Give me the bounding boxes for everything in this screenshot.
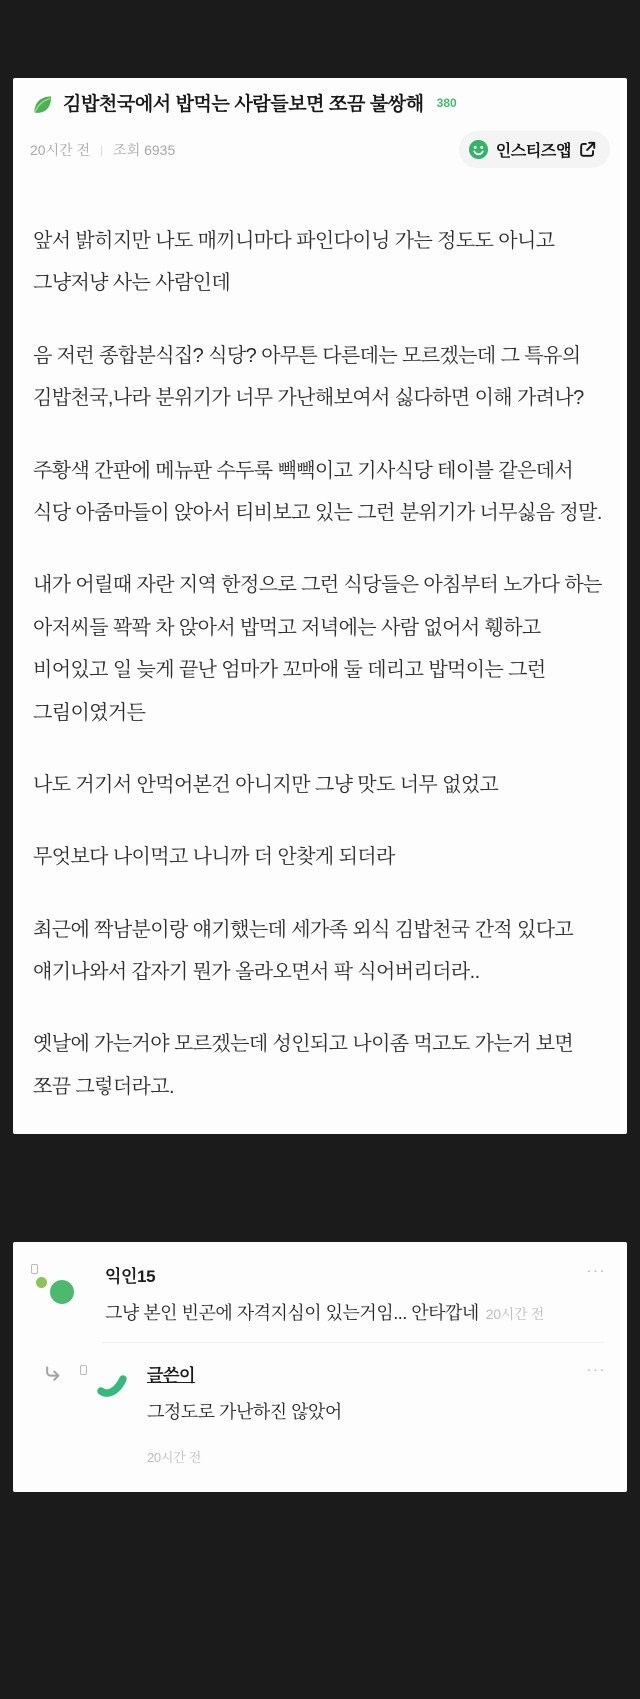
- badge-icon: [80, 1365, 87, 1375]
- comment-text: 그냥 본인 빈곤에 자격지심이 있는거임... 안타깝네 20시간 전: [105, 1303, 545, 1324]
- post-card: [13, 78, 627, 1134]
- post-header: [30, 91, 610, 117]
- post-paragraph: 음 저런 종합분식집? 식당? 아무튼 다른데는 모르겠는데 그 특유의 김밥천국,나라 분위기가 너무 가난해보여서 싫다하면 이해 가려나?: [33, 344, 584, 410]
- comment-author[interactable]: 글쓴이: [147, 1366, 196, 1386]
- post-paragraph: 무엇보다 나이먹고 나니까 더 안찾게 되더라: [33, 846, 395, 869]
- post-meta: [30, 140, 175, 160]
- instiz-app-label: 인스티즈앱: [495, 143, 571, 160]
- comment-reply: [30, 1361, 610, 1466]
- avatar: [30, 1262, 105, 1314]
- external-link-icon: [578, 140, 597, 159]
- divider: [102, 1342, 604, 1343]
- post-body: [30, 220, 610, 1108]
- comments-card: [13, 1242, 627, 1492]
- post-title: 김밥천국에서 밥먹는 사람들보면 쪼끔 불쌍해: [63, 94, 424, 116]
- leaf-icon: [30, 93, 54, 117]
- more-icon[interactable]: ···: [583, 1261, 611, 1280]
- meta-row: [30, 131, 610, 168]
- avatar-dot-big: [50, 1280, 74, 1304]
- comment-time: 20시간 전: [147, 1450, 201, 1466]
- more-icon[interactable]: ···: [583, 1360, 611, 1379]
- post-time: 20시간 전: [30, 141, 91, 158]
- comment: [30, 1262, 610, 1326]
- post-paragraph: 나도 거기서 안먹어본건 아니지만 그냥 맛도 너무 없었고: [33, 773, 499, 796]
- meta-separator: |: [100, 142, 104, 157]
- comment-content: [105, 1262, 610, 1326]
- comment-content: [147, 1361, 610, 1466]
- like-count: 380: [436, 96, 457, 110]
- reply-arrow-icon: [43, 1364, 63, 1384]
- reply-icons: [43, 1361, 147, 1399]
- post-paragraph: 최근에 짝남분이랑 얘기했는데 세가족 외식 김밥천국 간적 있다고 얘기나와서 갑자기 뭔가 올라오면서 팍 식어버리더라..: [33, 918, 574, 984]
- instiz-app-button[interactable]: [459, 131, 610, 168]
- post-paragraph: 앞서 밝히지만 나도 매끼니마다 파인다이닝 가는 정도도 아니고 그냥저냥 사는 사람인데: [33, 230, 555, 295]
- comment-time: 20시간 전: [485, 1306, 545, 1323]
- post-paragraph: 내가 어릴때 자란 지역 한정으로 그런 식당들은 아침부터 노가다 하는 아저씨들 꽉꽉 차 앉아서 밥먹고 저녁에는 사람 없어서 휑하고 비어있고 일 늦게 끝난 엄마가 꼬마애 둘 데리고 밥먹이는 그런 그림이였거든: [33, 574, 602, 724]
- comment-author: 익인15: [105, 1267, 156, 1287]
- post-paragraph: 주황색 간판에 메뉴판 수두룩 빽빽이고 기사식당 테이블 같은데서 식당 아줌마들이 앉아서 티비보고 있는 그런 분위기가 너무싫음 정말.: [33, 459, 602, 524]
- badge-icon: [31, 1264, 38, 1274]
- smiley-icon: [468, 139, 489, 160]
- avatar: [95, 1371, 129, 1399]
- avatar-dot-small: [36, 1277, 47, 1288]
- comment-text: 그정도로 가난하진 않았어: [147, 1402, 342, 1423]
- post-paragraph: 옛날에 가는거야 모르겠는데 성인되고 나이좀 먹고도 가는거 보면 쪼끔 그렇더라고.: [33, 1033, 574, 1098]
- view-count: 조회 6935: [113, 141, 176, 158]
